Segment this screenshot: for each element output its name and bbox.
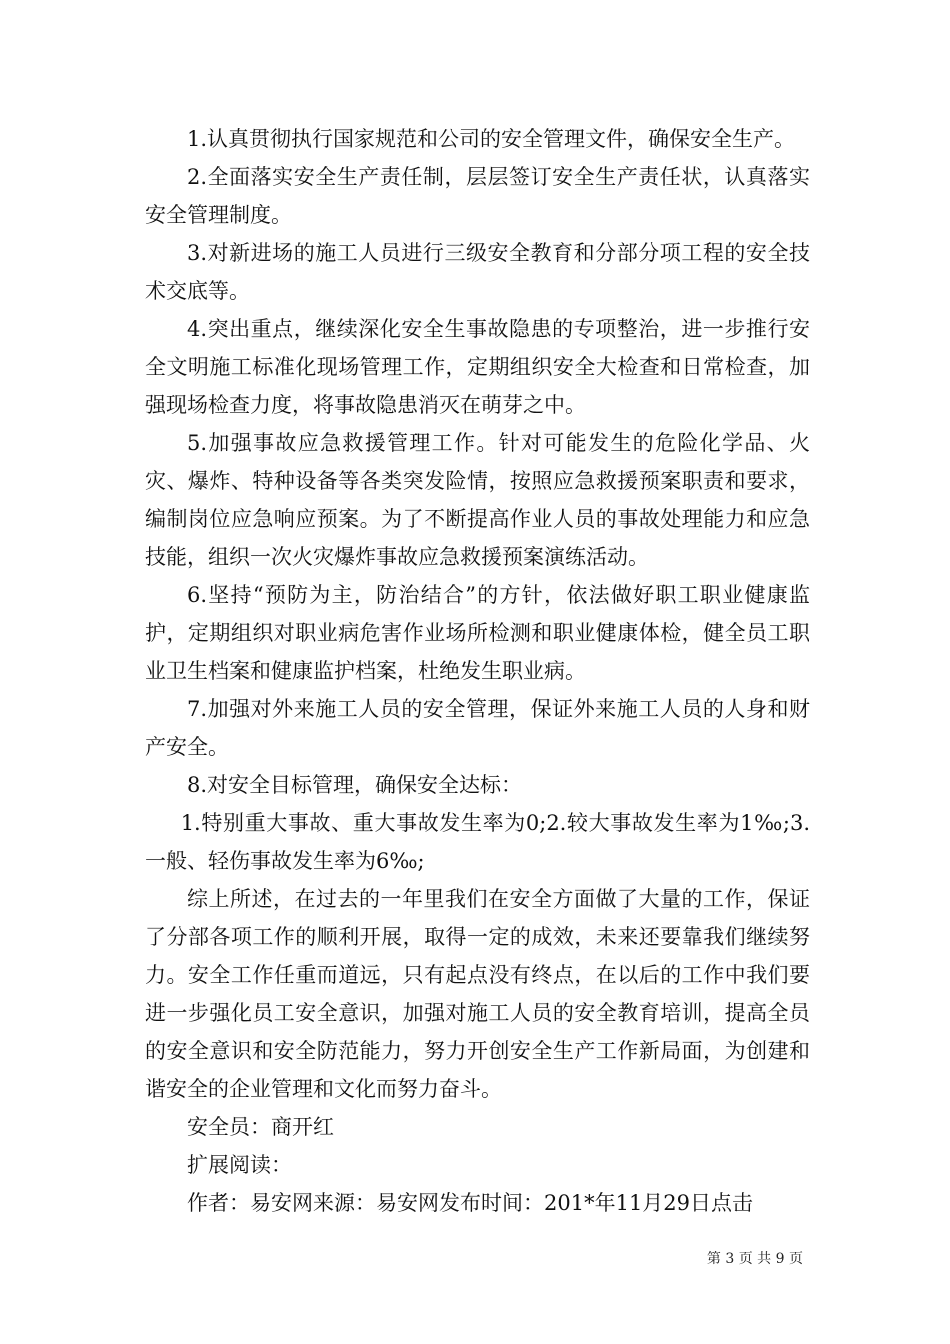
paragraph-item-5: 5.加强事故应急救援管理工作。针对可能发生的危险化学品、火灾、爆炸、特种设备等各类突发险情，按照应急救援预案职责和要求，编制岗位应急响应预案。为了不断提高作业人员的事故处理能力和应急技能，组织一次火灾爆炸事故应急救援预案演练活动。 xyxy=(145,431,810,569)
paragraph-item-3: 3.对新进场的施工人员进行三级安全教育和分部分项工程的安全技术交底等。 xyxy=(145,241,810,303)
target-rates-paragraph: 1.特别重大事故、重大事故发生率为0;2.较大事故发生率为1‰;3.一般、轻伤事故发生率为6‰; xyxy=(145,811,810,873)
paragraph-item-8: 8.对安全目标管理，确保安全达标： xyxy=(187,773,523,797)
extended-reading-label: 扩展阅读： xyxy=(187,1153,292,1177)
paragraph-item-4: 4.突出重点，继续深化安全生事故隐患的专项整治，进一步推行安全文明施工标准化现场管理工作，定期组织安全大检查和日常检查，加强现场检查力度，将事故隐患消灭在萌芽之中。 xyxy=(145,317,810,417)
document-body xyxy=(145,120,810,1222)
paragraph-item-1: 1.认真贯彻执行国家规范和公司的安全管理文件，确保安全生产。 xyxy=(187,127,796,151)
summary-paragraph: 综上所述，在过去的一年里我们在安全方面做了大量的工作，保证了分部各项工作的顺利开展，取得一定的成效，未来还要靠我们继续努力。安全工作任重而道远，只有起点没有终点，在以后的工作中我们要进一步强化员工安全意识，加强对施工人员的安全教育培训，提高全员的安全意识和安全防范能力，努力开创安全生产工作新局面，为创建和谐安全的企业管理和文化而努力奋斗。 xyxy=(145,887,810,1101)
page-number-footer: 第 3 页 共 9 页 xyxy=(706,1251,803,1267)
signature-line: 安全员：商开红 xyxy=(187,1115,334,1139)
paragraph-item-2: 2.全面落实安全生产责任制，层层签订安全生产责任状，认真落实安全管理制度。 xyxy=(145,165,810,227)
paragraph-item-7: 7.加强对外来施工人员的安全管理，保证外来施工人员的人身和财产安全。 xyxy=(145,697,810,759)
paragraph-item-6: 6.坚持“预防为主，防治结合”的方针，依法做好职工职业健康监护，定期组织对职业病危害作业场所检测和职业健康体检，健全员工职业卫生档案和健康监护档案，杜绝发生职业病。 xyxy=(145,583,810,683)
source-info-line: 作者：易安网来源：易安网发布时间：201*年11月29日点击 xyxy=(187,1191,754,1215)
